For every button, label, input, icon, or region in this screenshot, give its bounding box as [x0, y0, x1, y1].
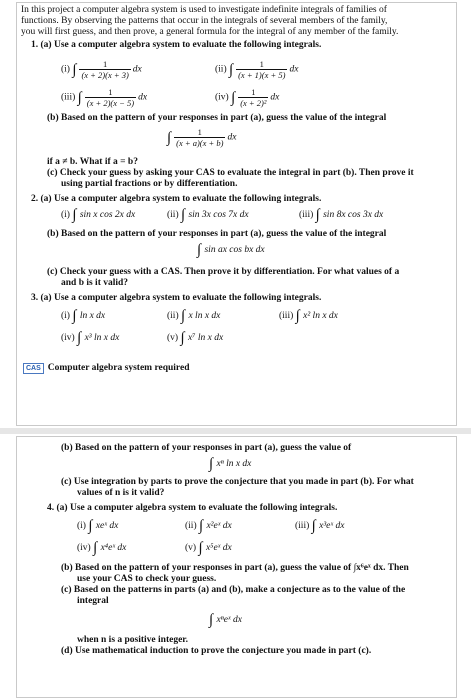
q1-item-ii: (ii) ∫ $\frac{1}{(x + 1)(x + 5)}$ dx [215, 59, 299, 80]
q4d-text: (d) Use mathematical induction to prove the conjecture you made in part (c). [61, 646, 372, 656]
q3-item-iv: (iv) ∫ x³ ln x dx [61, 330, 120, 346]
q3c-line: (c) Use integration by parts to prove the conjecture that you made in part (b). For what [61, 477, 414, 487]
q4-item-iii: (iii) ∫ x³eˣ dx [295, 518, 345, 534]
q2b-integral: ∫ sin ax cos bx dx [197, 242, 265, 258]
intro-line: functions. By observing the patterns that occur in the integrals of several members of the family, [21, 16, 388, 26]
q4c-integral: ∫ xⁿeˣ dx [209, 612, 242, 628]
q2b-text: (b) Based on the pattern of your responses in part (a), guess the value of the integral [47, 229, 387, 239]
page-separator [0, 428, 471, 434]
q2c-line: and b is it valid? [61, 278, 129, 288]
q1b-text: (b) Based on the pattern of your responses in part (a), guess the value of the integral [47, 113, 387, 123]
q4b-line: (b) Based on the pattern of your responses in part (a), guess the value of ∫x⁶eˣ dx. Then [61, 563, 409, 573]
page-1 [16, 2, 457, 426]
q3b-text: (b) Based on the pattern of your responses in part (a), guess the value of [61, 443, 352, 453]
q3-item-v: (v) ∫ x⁷ ln x dx [167, 330, 224, 346]
cas-badge: CAS [23, 363, 44, 374]
q4-item-i: (i) ∫ xeˣ dx [77, 518, 119, 534]
page-2 [16, 436, 457, 698]
q3c-line: values of n is it valid? [77, 488, 165, 498]
q2-item-i: (i) ∫ sin x cos 2x dx [61, 207, 136, 223]
q3b-integral: ∫ xⁿ ln x dx [209, 456, 252, 472]
q1c-line: using partial fractions or by differentiation. [61, 179, 238, 189]
cas-note: CAS Computer algebra system required [23, 363, 189, 374]
q2c-line: (c) Check your guess with a CAS. Then prove it by differentiation. For what values of a [47, 267, 400, 277]
q4a-text: 4. (a) Use a computer algebra system to evaluate the following integrals. [47, 503, 338, 513]
q3-item-iii: (iii) ∫ x² ln x dx [279, 308, 338, 324]
q1b-condition: if a ≠ b. What if a = b? [47, 157, 138, 167]
q1-item-iv: (iv) ∫ $\frac{1}{\text{(x + 2)²}}$ dx [215, 87, 280, 108]
q3a-text: 3. (a) Use a computer algebra system to evaluate the following integrals. [31, 293, 322, 303]
q4-item-ii: (ii) ∫ x²eˣ dx [185, 518, 232, 534]
q1b-integral: ∫ $\frac{1}{(x + a)(x + b)}$ dx [167, 127, 237, 148]
q4c-line: integral [77, 596, 109, 606]
q4c-line: (c) Based on the patterns in parts (a) and (b), make a conjecture as to the value of the [61, 585, 406, 595]
q4b-line: use your CAS to check your guess. [77, 574, 217, 584]
q4-item-iv: (iv) ∫ x⁴eˣ dx [77, 540, 127, 556]
q4-item-v: (v) ∫ x⁵eˣ dx [185, 540, 232, 556]
q4c-when: when n is a positive integer. [77, 635, 189, 645]
q3-item-ii: (ii) ∫ x ln x dx [167, 308, 221, 324]
q2a-text: 2. (a) Use a computer algebra system to evaluate the following integrals. [31, 194, 322, 204]
intro-line: In this project a computer algebra system is used to investigate indefinite integrals of families of [21, 5, 387, 15]
q1-item-iii: (iii) ∫ $\frac{1}{(x + 2)(x - 5)}$ dx [61, 87, 148, 108]
q2-item-ii: (ii) ∫ sin 3x cos 7x dx [167, 207, 249, 223]
intro-line: you will first guess, and then prove, a general formula for the integral of any member of the family. [21, 27, 399, 37]
q1-item-i: (i) ∫ $\frac{1}{(x + 2)(x + 3)}$ dx [61, 59, 142, 80]
q1a-text: 1. (a) Use a computer algebra system to evaluate the following integrals. [31, 40, 322, 50]
q2-item-iii: (iii) ∫ sin 8x cos 3x dx [299, 207, 384, 223]
q3-item-i: (i) ∫ ln x dx [61, 308, 106, 324]
q1c-line: (c) Check your guess by asking your CAS to evaluate the integral in part (b). Then prove it [47, 168, 414, 178]
